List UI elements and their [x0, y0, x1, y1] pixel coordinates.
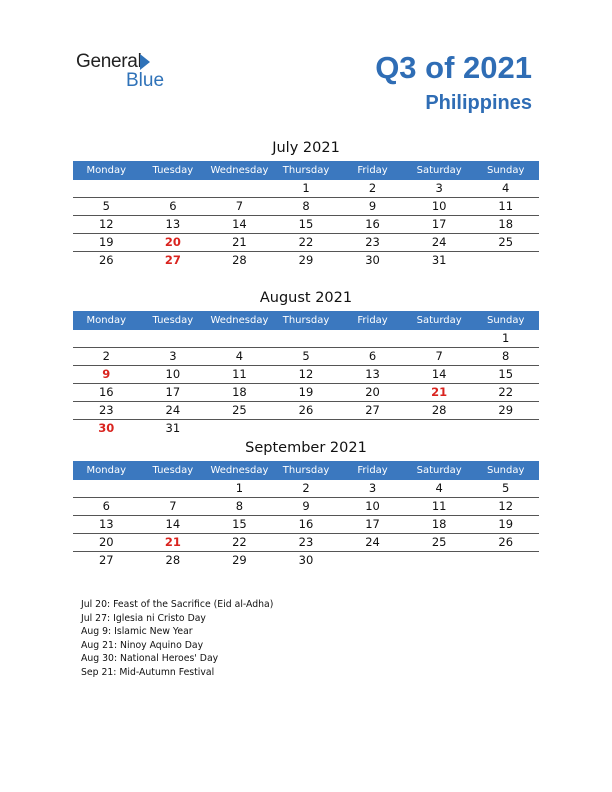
calendar-date: 3: [169, 349, 177, 363]
week-row: [73, 348, 539, 366]
calendar-date: 31: [165, 421, 181, 435]
calendar-date: [140, 480, 207, 497]
calendar-date: 12: [498, 499, 514, 513]
calendar-date: 12: [98, 217, 114, 231]
calendar-date: 1: [502, 331, 510, 345]
calendar-date: 12: [298, 367, 314, 381]
month-august: [73, 287, 539, 437]
page-title: Q3 of 2021: [375, 50, 532, 85]
calendar-date: 17: [431, 217, 447, 231]
calendar-date: 18: [498, 217, 514, 231]
calendar-date: 13: [165, 217, 181, 231]
holiday-note: Aug 21: Ninoy Aquino Day: [81, 639, 204, 651]
weekday-label: Thursday: [282, 465, 330, 476]
week-row: [73, 420, 539, 437]
calendar-date: 14: [232, 217, 247, 231]
calendar-date: 9: [368, 199, 377, 213]
calendar-date: [472, 552, 539, 569]
calendar-date: 16: [365, 217, 380, 231]
calendar-date: 2: [102, 349, 110, 363]
week-row: [73, 252, 539, 269]
calendar-date: 9: [302, 499, 310, 513]
calendar-date: [73, 330, 140, 347]
calendar-date: 18: [431, 517, 447, 531]
week-row: [73, 216, 539, 234]
calendar-date: 23: [365, 235, 380, 249]
calendar-date: 15: [232, 517, 247, 531]
calendar-date: 15: [298, 217, 314, 231]
weekday-label: Monday: [86, 315, 127, 326]
calendar-date: [472, 252, 539, 269]
logo-text-blue: Blue: [126, 70, 165, 91]
calendar-date: [140, 330, 207, 347]
calendar-date: 23: [98, 403, 114, 417]
calendar-date: 25: [232, 403, 247, 417]
weekday-label: Tuesday: [152, 465, 194, 476]
calendar-date: 5: [502, 481, 510, 495]
week-row: [73, 330, 539, 348]
weekday-label: Monday: [86, 165, 127, 176]
holiday-date: 27: [164, 253, 181, 267]
holiday-date: 9: [102, 367, 111, 381]
weekday-label: Sunday: [486, 165, 525, 176]
calendar-date: 17: [365, 517, 380, 531]
calendar-date: 25: [498, 235, 514, 249]
month-title: September 2021: [245, 440, 367, 456]
calendar-date: 10: [165, 367, 181, 381]
calendar-date: [406, 330, 473, 347]
calendar-date: 20: [365, 385, 380, 399]
weekday-label: Wednesday: [210, 465, 269, 476]
calendar-date: 29: [298, 253, 314, 267]
calendar-date: 13: [365, 367, 380, 381]
calendar-date: 4: [502, 181, 510, 195]
calendar-date: 24: [431, 235, 447, 249]
weekday-header: [73, 161, 539, 180]
weekday-label: Thursday: [282, 165, 330, 176]
logo-text-general: General: [76, 51, 142, 72]
calendar-date: 15: [498, 367, 514, 381]
calendar-date: 28: [431, 403, 447, 417]
calendar-date: 2: [302, 481, 310, 495]
calendar-date: [406, 420, 473, 437]
week-row: [73, 180, 539, 198]
calendar-date: 24: [365, 535, 380, 549]
calendar-date: 3: [368, 481, 377, 495]
calendar-date: 20: [98, 535, 114, 549]
calendar-date: 7: [235, 199, 244, 213]
calendar-date: [206, 420, 273, 437]
week-row: [73, 402, 539, 420]
calendar-date: 26: [98, 253, 114, 267]
calendar-date: [73, 180, 140, 197]
week-row: [73, 384, 539, 402]
calendar-date: 17: [165, 385, 181, 399]
weekday-header: [73, 311, 539, 330]
calendar-date: 27: [98, 553, 114, 567]
calendar-date: 19: [498, 517, 514, 531]
calendar-date: 14: [165, 517, 181, 531]
calendar-date: 23: [298, 535, 314, 549]
holiday-notes: [81, 598, 273, 679]
calendar-date: 6: [169, 199, 177, 213]
weekday-label: Tuesday: [152, 315, 194, 326]
holiday-note: Jul 27: Iglesia ni Cristo Day: [81, 612, 206, 624]
weekday-header: [73, 461, 539, 480]
holiday-date: 30: [98, 421, 115, 435]
calendar-date: 13: [98, 517, 114, 531]
weekday-label: Friday: [357, 465, 388, 476]
generalblue-logo: [76, 52, 164, 89]
weekday-label: Sunday: [486, 315, 525, 326]
calendar-date: [206, 330, 273, 347]
calendar-date: 14: [431, 367, 447, 381]
holiday-note: Aug 9: Islamic New Year: [81, 626, 193, 637]
calendar-date: 19: [298, 385, 314, 399]
calendar-date: [273, 330, 340, 347]
weekday-label: Sunday: [486, 465, 525, 476]
calendar-date: [339, 420, 406, 437]
weekday-label: Wednesday: [210, 315, 269, 326]
calendar-date: 5: [302, 349, 310, 363]
weekday-label: Monday: [86, 465, 127, 476]
calendar-date: 6: [102, 499, 110, 513]
calendar-date: 7: [169, 499, 177, 513]
calendar-date: 26: [298, 403, 314, 417]
weekday-label: Friday: [357, 165, 388, 176]
week-row: [73, 480, 539, 498]
weekday-label: Saturday: [416, 165, 462, 176]
calendar-date: 29: [498, 403, 514, 417]
calendar-date: 18: [232, 385, 247, 399]
week-row: [73, 498, 539, 516]
calendar-date: 25: [431, 535, 447, 549]
calendar-date: 6: [368, 349, 377, 363]
calendar-date: 8: [502, 349, 510, 363]
weekday-label: Saturday: [416, 315, 462, 326]
calendar-date: [140, 180, 207, 197]
calendar-date: 30: [365, 253, 380, 267]
calendar-date: 28: [165, 553, 181, 567]
holiday-date: 21: [164, 535, 181, 549]
calendar-date: [406, 552, 473, 569]
calendar-date: 21: [232, 235, 247, 249]
weekday-label: Friday: [357, 315, 388, 326]
calendar-date: [339, 330, 406, 347]
week-row: [73, 366, 539, 384]
calendar-date: [206, 180, 273, 197]
month-title: August 2021: [259, 290, 353, 306]
calendar-date: 11: [232, 367, 247, 381]
holiday-note: Sep 21: Mid-Autumn Festival: [81, 666, 215, 678]
calendar-date: 2: [368, 181, 377, 195]
week-row: [73, 534, 539, 552]
month-july: [73, 137, 539, 269]
country-name: Philippines: [425, 92, 532, 114]
calendar-date: 31: [431, 253, 447, 267]
week-row: [73, 198, 539, 216]
calendar-date: 26: [498, 535, 514, 549]
calendar-date: 5: [102, 199, 110, 213]
week-row: [73, 234, 539, 252]
weekday-label: Saturday: [416, 465, 462, 476]
calendar-date: 28: [232, 253, 247, 267]
holiday-date: 21: [431, 385, 448, 399]
weekday-label: Wednesday: [210, 165, 269, 176]
calendar-date: 29: [232, 553, 247, 567]
calendar-date: 11: [431, 499, 447, 513]
calendar-date: 1: [235, 481, 244, 495]
month-title: July 2021: [272, 140, 340, 156]
holiday-date: 20: [164, 235, 181, 249]
calendar-date: 8: [235, 499, 244, 513]
calendar-date: 16: [98, 385, 114, 399]
weekday-label: Thursday: [282, 315, 330, 326]
calendar-date: 22: [232, 535, 247, 549]
calendar-date: [73, 480, 140, 497]
calendar-date: 11: [498, 199, 514, 213]
calendar-date: 7: [435, 349, 443, 363]
calendar-date: 1: [302, 181, 310, 195]
weekday-label: Tuesday: [152, 165, 194, 176]
calendar-date: 10: [431, 199, 447, 213]
calendar-date: [339, 552, 406, 569]
calendar-date: 4: [435, 481, 443, 495]
calendar-date: [273, 420, 340, 437]
calendar-date: 3: [435, 181, 443, 195]
calendar-date: 8: [302, 199, 310, 213]
calendar-date: 16: [298, 517, 314, 531]
holiday-note: Aug 30: National Heroes' Day: [81, 653, 219, 664]
calendar-date: 22: [498, 385, 514, 399]
calendar-date: 10: [365, 499, 380, 513]
calendar-date: 27: [365, 403, 380, 417]
holiday-note: Jul 20: Feast of the Sacrifice (Eid al-Adha): [81, 599, 274, 610]
calendar-date: 24: [165, 403, 181, 417]
calendar-date: 22: [298, 235, 314, 249]
week-row: [73, 516, 539, 534]
calendar-date: [472, 420, 539, 437]
calendar-date: 30: [298, 553, 314, 567]
logo-flag-icon: [140, 54, 150, 70]
week-row: [73, 552, 539, 569]
month-september: [73, 437, 539, 569]
calendar-date: 19: [98, 235, 114, 249]
calendar-date: 4: [235, 349, 244, 363]
